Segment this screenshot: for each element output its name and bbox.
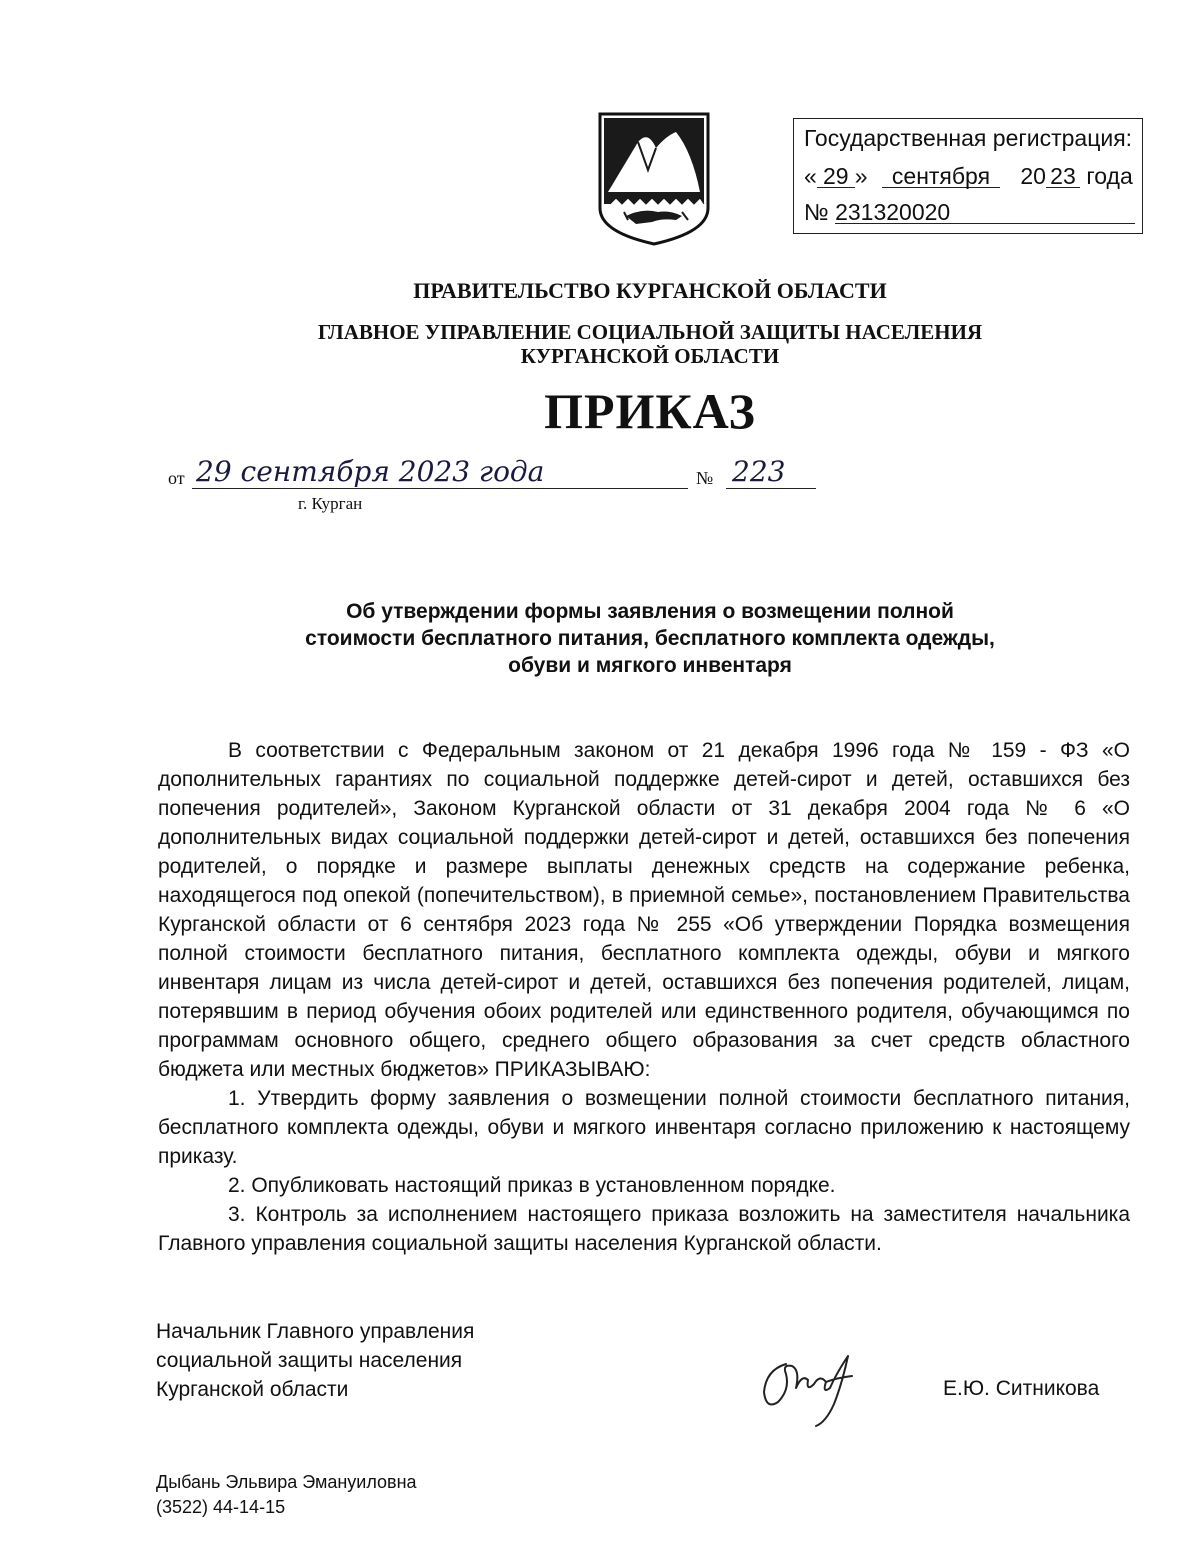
registration-year-suffix: 23	[1046, 165, 1080, 188]
order-item-1: 1. Утвердить форму заявления о возмещении полной стоимости бесплатного питания, бесплатного комплекта одежды, обуви и мягкого инвентаря согласно приложению к настоящему приказу.	[158, 1087, 1130, 1168]
document-body	[158, 736, 1130, 1258]
department-title-line1: ГЛАВНОЕ УПРАВЛЕНИЕ СОЦИАЛЬНОЙ ЗАЩИТЫ НАСЕЛЕНИЯ	[317, 320, 983, 344]
registration-number-line	[804, 199, 1135, 226]
contact-name: Дыбань Эльвира Эмануиловна	[156, 1472, 417, 1492]
signatory-position	[156, 1317, 474, 1404]
handwritten-signature	[756, 1344, 866, 1428]
order-date-line	[168, 455, 786, 495]
contact-phone: (3522) 44-14-15	[156, 1497, 286, 1517]
position-line3: Курганской области	[156, 1378, 349, 1401]
date-prefix: от	[168, 468, 185, 488]
kurgan-coat-of-arms-icon	[596, 112, 712, 246]
handwritten-order-number: 223	[726, 455, 816, 489]
registration-number: 231320020	[835, 201, 1135, 224]
registration-number-label: №	[804, 199, 829, 225]
order-item-2: 2. Опубликовать настоящий приказ в установленном порядке.	[228, 1174, 836, 1197]
registration-open-quote: «	[804, 163, 817, 189]
order-item-3: 3. Контроль за исполнением настоящего приказа возложить на заместителя начальника Главного управления социальной защиты населения Курганской области.	[158, 1203, 1130, 1255]
document-subject	[150, 598, 1150, 679]
registration-date	[804, 163, 1133, 190]
subject-line3: обуви и мягкого инвентаря	[508, 654, 792, 677]
document-type-title: ПРИКАЗ	[544, 383, 756, 439]
subject-line1: Об утверждении формы заявления о возмещении полной	[346, 600, 954, 623]
contact-block	[156, 1470, 417, 1520]
position-line1: Начальник Главного управления	[156, 1320, 475, 1343]
registration-day: 29	[817, 165, 855, 188]
preamble-paragraph: В соответствии с Федеральным законом от 21 декабря 1996 года № 159 - ФЗ «О дополнительных гарантиях по социальной поддержке детей-сирот и детей, оставшихся без попечения родителей», Законом Курганской области от 31 декабря 2004 года № 6 «О дополнительных видах социальной поддержки детей-сирот и детей, оставшихся без попечения родителей, о порядке и размере выплаты денежных средств на содержание ребенка, находящегося под опекой (попечительством), в приемной семье», постановлением Правительства Курганской области от 6 сентября 2023 года № 255 «Об утверждении Порядка возмещения полной стоимости бесплатного питания, бесплатного комплекта одежды, обуви и мягкого инвентаря лицам из числа детей-сирот и детей, оставшихся без попечения родителей, лицам, потерявшим в период обучения обоих родителей или единственного родителя, обучающимся по программам основного общего, среднего общего образования за счет средств областного бюджета или местных бюджетов» ПРИКАЗЫВАЮ:	[158, 739, 1130, 1081]
position-line2: социальной защиты населения	[156, 1349, 463, 1372]
handwritten-date: 29 сентября 2023 года	[192, 455, 688, 489]
city: г. Курган	[298, 494, 363, 513]
subject-line2: стоимости бесплатного питания, бесплатного комплекта одежды,	[305, 627, 995, 650]
order-number-label: №	[696, 468, 714, 488]
registration-year-word: года	[1086, 163, 1133, 189]
registration-stamp	[793, 118, 1143, 234]
registration-title: Государственная регистрация:	[804, 125, 1133, 151]
government-title: ПРАВИТЕЛЬСТВО КУРГАНСКОЙ ОБЛАСТИ	[413, 278, 887, 303]
department-title-line2: КУРГАНСКОЙ ОБЛАСТИ	[520, 344, 780, 368]
registration-year-prefix: 20	[1020, 163, 1046, 189]
registration-month: сентября	[882, 165, 1000, 188]
signatory-name: Е.Ю. Ситникова	[943, 1377, 1100, 1400]
registration-close-quote: »	[854, 163, 868, 189]
